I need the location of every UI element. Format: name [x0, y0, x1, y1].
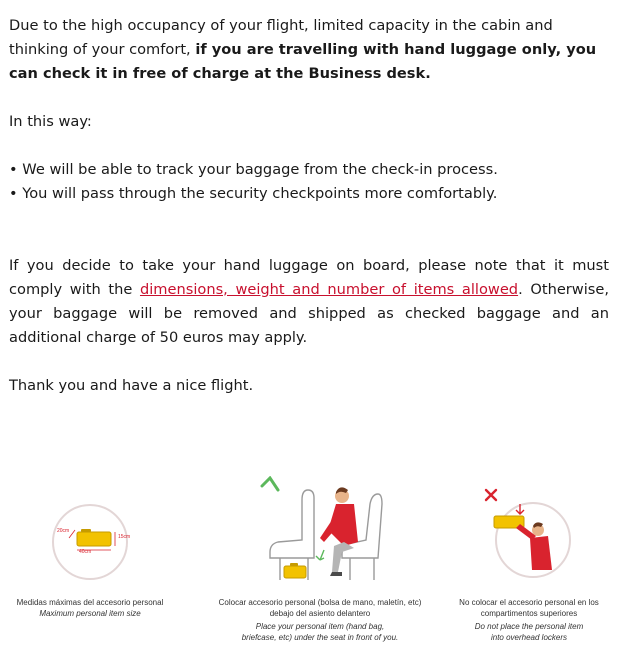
suitcase-size-icon: [45, 500, 135, 590]
intro-bold-text: if you are travelling with hand luggage only, you can check it in free of charge at the Business desk.: [9, 41, 597, 82]
caption-english-line: Place your personal item (hand bag,: [255, 622, 385, 631]
hand-luggage-text-before: If you decide to take your hand luggage on board, please note that it must comply with the: [9, 257, 609, 298]
height-label: 15cm: [118, 534, 131, 540]
benefits-list: [9, 158, 609, 206]
hand-luggage-paragraph: [9, 254, 609, 350]
closing-text: Thank you and have a nice flight.: [9, 377, 254, 394]
caption-spanish-line: debajo del asiento delantero: [269, 609, 371, 618]
list-item: • We will be able to track your baggage from the check-in process.: [9, 161, 498, 178]
overhead-locker-illustration: [478, 484, 578, 580]
caption-english: Maximum personal item size: [39, 609, 141, 618]
width-label: 40cm: [79, 549, 92, 555]
under-seat-illustration: [250, 476, 390, 588]
overhead-caption: [450, 597, 608, 643]
item-size-caption: [5, 597, 175, 619]
caption-english-line: into overhead lockers: [490, 633, 568, 642]
caption-spanish: Medidas máximas del accesorio personal: [16, 598, 164, 607]
intro-text: Due to the high occupancy of your flight, limited capacity in the cabin and thinking of your comfort,: [9, 17, 553, 58]
bag-icon: [284, 566, 306, 578]
in-this-way-text: In this way:: [9, 113, 92, 130]
overhead-bin-icon: [478, 484, 578, 580]
caption-english-line: Do not place the personal item: [474, 622, 584, 631]
caption-spanish-line: compartimentos superiores: [480, 609, 578, 618]
list-item: • You will pass through the security checkpoints more comfortably.: [9, 185, 498, 202]
passenger-seat-icon: [250, 476, 390, 588]
dimensions-link[interactable]: dimensions, weight and number of items allowed: [139, 281, 519, 298]
item-size-illustration: [45, 500, 135, 590]
hand-luggage-text-after: . Otherwise, your baggage will be removed and shipped as checked baggage and an additional charge of 50 euros may apply.: [9, 281, 610, 346]
arrow-down-icon: [316, 550, 324, 560]
intro-paragraph: [9, 14, 609, 86]
caption-spanish-line: Colocar accesorio personal (bolsa de mano, maletín, etc): [218, 598, 422, 607]
caption-spanish-line: No colocar el accesorio personal en los: [459, 598, 599, 607]
depth-label: 20cm: [57, 528, 70, 534]
caption-english-line: briefcase, etc) under the seat in front of you.: [241, 633, 399, 642]
under-seat-caption: [214, 597, 426, 643]
cross-icon: [486, 490, 496, 500]
check-icon: [262, 478, 278, 490]
